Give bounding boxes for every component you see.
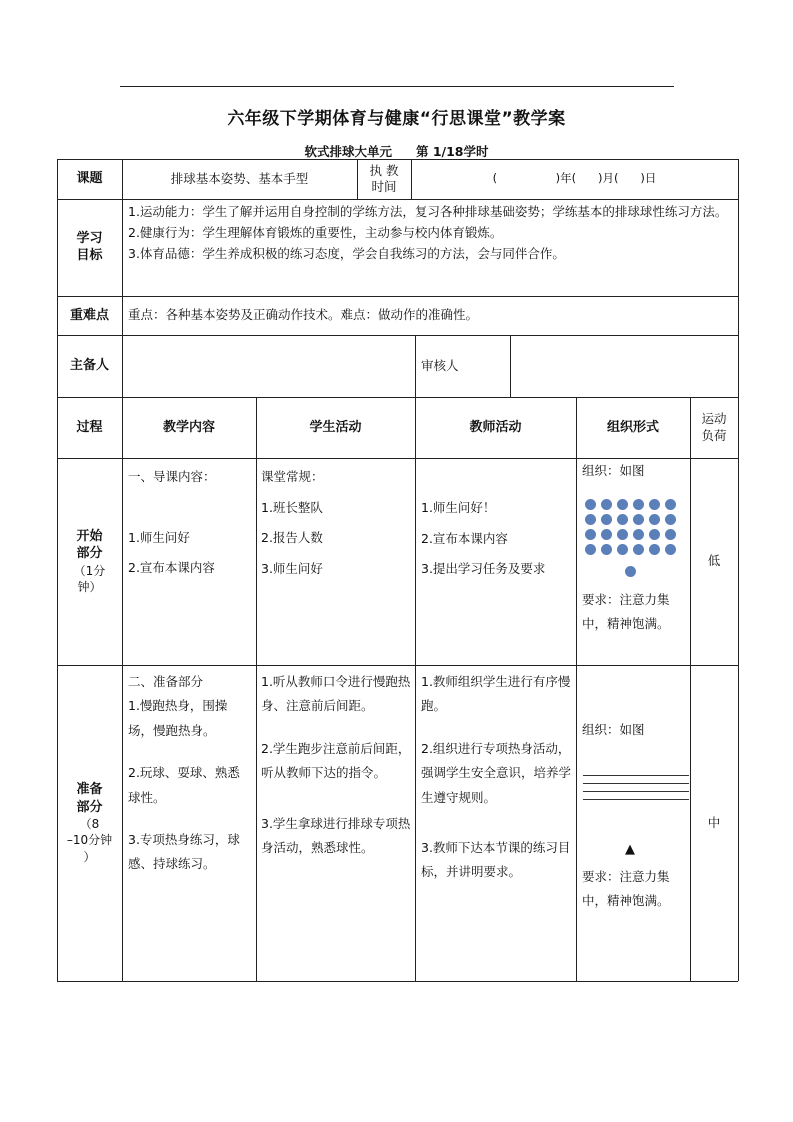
list-item: 2.宣布本课内容 xyxy=(421,530,508,546)
teacher-marker-icon: ▲ xyxy=(625,842,635,857)
student-dot xyxy=(649,499,660,510)
goal-item: 1.运动能力：学生了解并运用自身控制的学练方法，复习各种排球基础姿势；学练基本的排球球性练习方法。 xyxy=(128,204,728,219)
list-item: 1.教师组织学生进行有序慢跑。 xyxy=(421,674,571,714)
start-section-title: 开始 部分 xyxy=(76,528,103,562)
student-dot xyxy=(633,529,644,540)
header-teacher: 教师活动 xyxy=(469,419,522,435)
warmup-teacher xyxy=(421,670,573,885)
header-content: 教学内容 xyxy=(162,419,215,435)
student-dot xyxy=(649,529,660,540)
student-dot xyxy=(601,529,612,540)
start-content xyxy=(128,462,252,584)
exec-date: ( )年( )月( )日 xyxy=(492,171,657,186)
running-lanes-diagram xyxy=(583,775,689,807)
student-dot xyxy=(665,514,676,525)
list-item: 1.班长整队 xyxy=(261,499,323,515)
list-item: 1.听从教师口令进行慢跑热身、注意前后间距。 xyxy=(261,674,411,714)
start-section-label xyxy=(57,458,122,665)
header-load: 运动 负荷 xyxy=(701,411,727,443)
goal-item: 2.健康行为：学生理解体育锻炼的重要性，主动参与校内体育锻炼。 xyxy=(128,225,503,241)
student-dot xyxy=(665,529,676,540)
student-dot xyxy=(601,514,612,525)
header-rule xyxy=(120,86,674,87)
warmup-section-label xyxy=(57,665,122,981)
student-dot xyxy=(585,529,596,540)
start-org-label: 组织：如图 xyxy=(582,463,645,478)
list-item: 1.师生问好 xyxy=(128,529,190,545)
warmup-load: 中 xyxy=(707,814,721,830)
preparer-value xyxy=(128,335,413,397)
list-item: 3.学生拿球进行排球专项热身活动，熟悉球性。 xyxy=(261,815,411,855)
warmup-org-requirement: 要求：注意力集中，精神饱满。 xyxy=(582,869,670,908)
list-item: 1.师生问好！ xyxy=(421,500,496,515)
reviewer-value xyxy=(516,335,736,397)
page-subtitle xyxy=(0,142,793,160)
unit-label: 软式排球大单元 xyxy=(304,144,392,159)
student-dot xyxy=(617,529,628,540)
student-dot xyxy=(585,499,596,510)
list-item: 2.报告人数 xyxy=(261,530,323,546)
warmup-student xyxy=(261,670,411,860)
list-item: 二、准备部分 xyxy=(128,674,204,689)
student-dot xyxy=(585,544,596,555)
header-process: 过程 xyxy=(76,419,103,435)
list-item: 3.专项热身练习，球感、持球练习。 xyxy=(128,831,240,872)
student-dot xyxy=(601,544,612,555)
list-item: 2.学生跑步注意前后间距，听从教师下达的指令。 xyxy=(261,740,411,781)
student-dot xyxy=(633,499,644,510)
reviewer-label: 审核人 xyxy=(421,357,459,373)
list-item: 3.师生问好 xyxy=(261,560,323,576)
preparer-label: 主备人 xyxy=(69,358,109,374)
goals-list xyxy=(128,203,734,293)
student-dot xyxy=(633,544,644,555)
header-student: 学生活动 xyxy=(309,419,362,435)
key-value: 重点：各种基本姿势及正确动作技术。难点：做动作的准确性。 xyxy=(128,307,479,323)
warmup-section-duration: （8 –10分钟 ） xyxy=(66,817,113,864)
student-dot xyxy=(665,544,676,555)
list-item: 3.教师下达本节课的练习目标，并讲明要求。 xyxy=(421,839,571,880)
key-label: 重难点 xyxy=(69,307,109,323)
list-item: 2.组织进行专项热身活动，强调学生安全意识，培养学生遵守规则。 xyxy=(421,740,572,805)
warmup-org-label: 组织：如图 xyxy=(582,722,645,737)
student-dot xyxy=(633,514,644,525)
page-title: 六年级下学期体育与健康“行思课堂”教学案 xyxy=(227,109,566,129)
start-teacher xyxy=(421,493,573,585)
student-dot xyxy=(649,544,660,555)
student-dot xyxy=(649,514,660,525)
list-item: 课堂常规： xyxy=(261,469,324,484)
student-dot xyxy=(665,499,676,510)
student-dot xyxy=(617,544,628,555)
start-load: 低 xyxy=(707,553,721,569)
header-organization: 组织形式 xyxy=(606,419,659,435)
list-item: 3.提出学习任务及要求 xyxy=(421,561,546,577)
exec-time-label: 执 教 时间 xyxy=(369,163,399,194)
list-item: 2.玩球、耍球、熟悉球性。 xyxy=(128,765,240,805)
start-org-requirement: 要求：注意力集中，精神饱满。 xyxy=(582,592,670,631)
student-dot xyxy=(601,499,612,510)
student-dot xyxy=(617,514,628,525)
goals-label: 学习 目标 xyxy=(76,230,103,263)
list-item xyxy=(128,493,252,523)
warmup-section-title: 准备 部分 xyxy=(76,782,103,815)
list-item: 1.慢跑热身，围操场，慢跑热身。 xyxy=(128,698,228,738)
start-student xyxy=(261,462,411,585)
topic-label: 课题 xyxy=(76,171,103,187)
student-dot xyxy=(585,514,596,525)
teacher-dot xyxy=(625,566,636,577)
topic-value: 排球基本姿势、基本手型 xyxy=(170,170,309,186)
student-dot xyxy=(617,499,628,510)
start-section-duration: （1分 钟） xyxy=(73,563,106,595)
warmup-content xyxy=(128,670,252,877)
list-item: 2.宣布本课内容 xyxy=(128,560,215,576)
goal-item: 3.体育品德：学生养成积极的练习态度，学会自我练习的方法，会与同伴合作。 xyxy=(128,246,565,262)
list-item: 一、导课内容： xyxy=(128,469,216,484)
lesson-label: 第 1/18学时 xyxy=(416,144,489,159)
